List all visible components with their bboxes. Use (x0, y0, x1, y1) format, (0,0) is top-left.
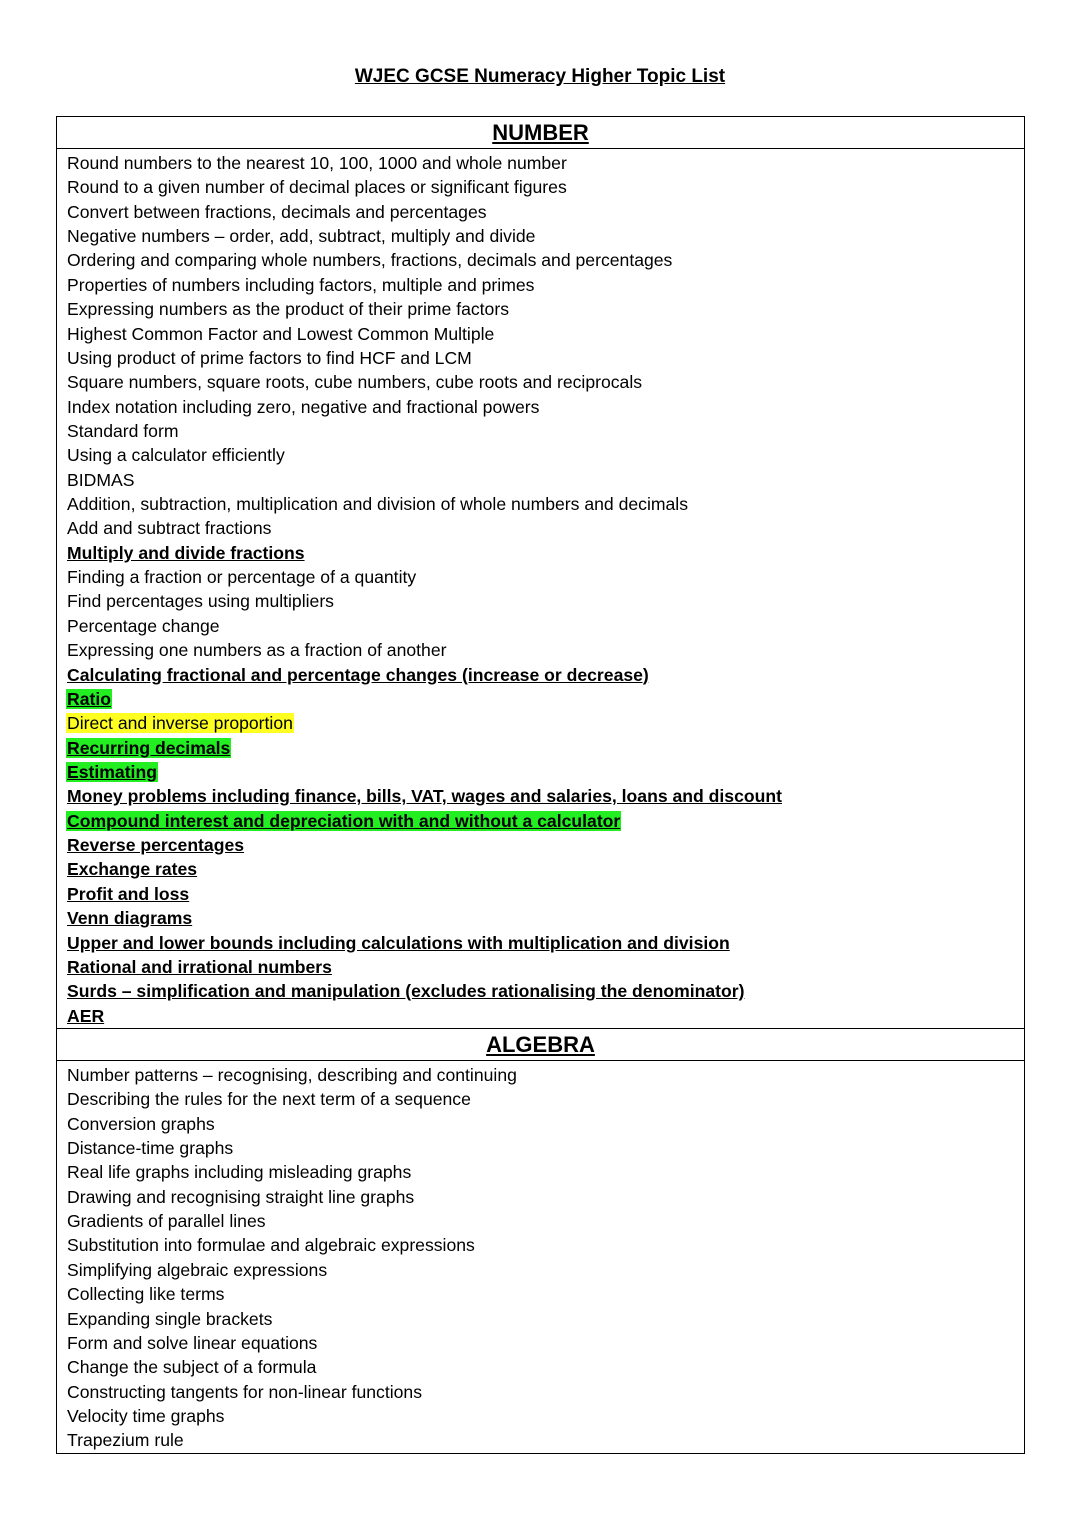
topic-item (66, 1087, 1015, 1111)
section-heading-algebra: ALGEBRA (57, 1028, 1025, 1060)
topic-text: Index notation including zero, negative and fractional powers (67, 396, 540, 417)
topic-item (66, 760, 1015, 784)
topic-text: Exchange rates (67, 859, 198, 880)
topic-text: Surds – simplification and manipulation (excludes rationalising the denominator) (67, 981, 745, 1002)
topic-item (66, 1004, 1015, 1028)
topic-item (66, 809, 1015, 833)
topic-text: Change the subject of a formula (67, 1357, 317, 1378)
topic-text: Rational and irrational numbers (67, 956, 332, 977)
topic-item (66, 1380, 1015, 1404)
topic-item (66, 1233, 1015, 1257)
topic-item (66, 1258, 1015, 1282)
topic-item (66, 151, 1015, 175)
topic-text: Direct and inverse proportion (67, 713, 293, 734)
topic-item (66, 736, 1015, 760)
topic-text: Ordering and comparing whole numbers, fractions, decimals and percentages (67, 250, 673, 271)
topic-item (66, 979, 1015, 1003)
topic-item (66, 1112, 1015, 1136)
topic-item (66, 565, 1015, 589)
topic-text: Ratio (67, 688, 111, 709)
topic-item (66, 273, 1015, 297)
topic-item (66, 589, 1015, 613)
topic-text: Form and solve linear equations (67, 1332, 318, 1353)
topic-text: Recurring decimals (67, 737, 231, 758)
topic-text: Compound interest and depreciation with and without a calculator (67, 810, 621, 831)
topic-item (66, 931, 1015, 955)
topic-item (66, 711, 1015, 735)
topic-item (66, 955, 1015, 979)
topic-text: Using product of prime factors to find HCF and LCM (67, 347, 472, 368)
topic-item (66, 638, 1015, 662)
topic-item (66, 1063, 1015, 1087)
topic-item (66, 1428, 1015, 1452)
topic-text: AER (67, 1005, 105, 1026)
topic-item (66, 297, 1015, 321)
topic-text: Constructing tangents for non-linear functions (67, 1381, 423, 1402)
topic-text: Estimating (67, 761, 157, 782)
topic-item (66, 1307, 1015, 1331)
section-heading-number: NUMBER (57, 117, 1025, 149)
topic-text: Money problems including finance, bills, VAT, wages and salaries, loans and discount (67, 786, 782, 807)
topic-item (66, 492, 1015, 516)
topic-text: Highest Common Factor and Lowest Common Multiple (67, 323, 495, 344)
topic-item (66, 200, 1015, 224)
section-items-number (57, 149, 1025, 1029)
topic-text: Gradients of parallel lines (67, 1211, 266, 1232)
topic-item (66, 1209, 1015, 1233)
topic-item (66, 1355, 1015, 1379)
topic-text: Substitution into formulae and algebraic expressions (67, 1235, 475, 1256)
topic-item (66, 346, 1015, 370)
topic-item (66, 322, 1015, 346)
topic-item (66, 395, 1015, 419)
topic-item (66, 1160, 1015, 1184)
topic-text: Simplifying algebraic expressions (67, 1259, 328, 1280)
topic-item (66, 1185, 1015, 1209)
topic-text: Real life graphs including misleading graphs (67, 1162, 412, 1183)
topic-text: Square numbers, square roots, cube numbers, cube roots and reciprocals (67, 372, 643, 393)
topic-item (66, 614, 1015, 638)
topic-item (66, 370, 1015, 394)
topic-text: Calculating fractional and percentage changes (increase or decrease) (67, 664, 649, 685)
topic-text: Negative numbers – order, add, subtract, multiply and divide (67, 226, 536, 247)
topic-text: Round to a given number of decimal places or significant figures (67, 177, 567, 198)
topic-item (66, 1136, 1015, 1160)
topic-item (66, 1404, 1015, 1428)
topic-text: Addition, subtraction, multiplication and division of whole numbers and decimals (67, 494, 689, 515)
topic-item (66, 687, 1015, 711)
topic-text: Velocity time graphs (67, 1405, 225, 1426)
topic-item (66, 175, 1015, 199)
topic-item (66, 224, 1015, 248)
topic-item (66, 516, 1015, 540)
topic-item (66, 443, 1015, 467)
topic-item (66, 833, 1015, 857)
topic-text: Trapezium rule (67, 1430, 184, 1451)
topic-text: Collecting like terms (67, 1284, 225, 1305)
topic-text: Distance-time graphs (67, 1138, 234, 1159)
topic-text: Expressing one numbers as a fraction of another (67, 640, 447, 661)
topic-text: Expressing numbers as the product of their prime factors (67, 299, 509, 320)
topic-table (56, 116, 1025, 1454)
topic-text: BIDMAS (67, 469, 135, 490)
topic-text: Reverse percentages (67, 835, 245, 856)
topic-text: Expanding single brackets (67, 1308, 273, 1329)
topic-text: Number patterns – recognising, describing and continuing (67, 1064, 517, 1085)
topic-text: Using a calculator efficiently (67, 445, 285, 466)
topic-item (66, 248, 1015, 272)
topic-text: Describing the rules for the next term of a sequence (67, 1089, 471, 1110)
topic-text: Percentage change (67, 615, 220, 636)
topic-text: Multiply and divide fractions (67, 542, 305, 563)
topic-text: Add and subtract fractions (67, 518, 272, 539)
topic-item (66, 784, 1015, 808)
document-title: WJEC GCSE Numeracy Higher Topic List (354, 66, 726, 87)
topic-item (66, 541, 1015, 565)
topic-item (66, 857, 1015, 881)
topic-item (66, 1331, 1015, 1355)
topic-text: Convert between fractions, decimals and percentages (67, 201, 487, 222)
topic-item (66, 663, 1015, 687)
topic-item (66, 906, 1015, 930)
topic-text: Finding a fraction or percentage of a quantity (67, 567, 417, 588)
topic-text: Venn diagrams (67, 908, 193, 929)
topic-text: Standard form (67, 420, 179, 441)
topic-item (66, 468, 1015, 492)
topic-text: Conversion graphs (67, 1113, 215, 1134)
topic-text: Find percentages using multipliers (67, 591, 334, 612)
topic-text: Round numbers to the nearest 10, 100, 1000 and whole number (67, 153, 567, 173)
topic-item (66, 1282, 1015, 1306)
topic-item (66, 419, 1015, 443)
topic-text: Profit and loss (67, 883, 190, 904)
section-items-algebra (57, 1060, 1025, 1453)
topic-text: Drawing and recognising straight line graphs (67, 1186, 415, 1207)
topic-text: Properties of numbers including factors, multiple and primes (67, 274, 535, 295)
topic-text: Upper and lower bounds including calculations with multiplication and division (67, 932, 730, 953)
topic-item (66, 882, 1015, 906)
